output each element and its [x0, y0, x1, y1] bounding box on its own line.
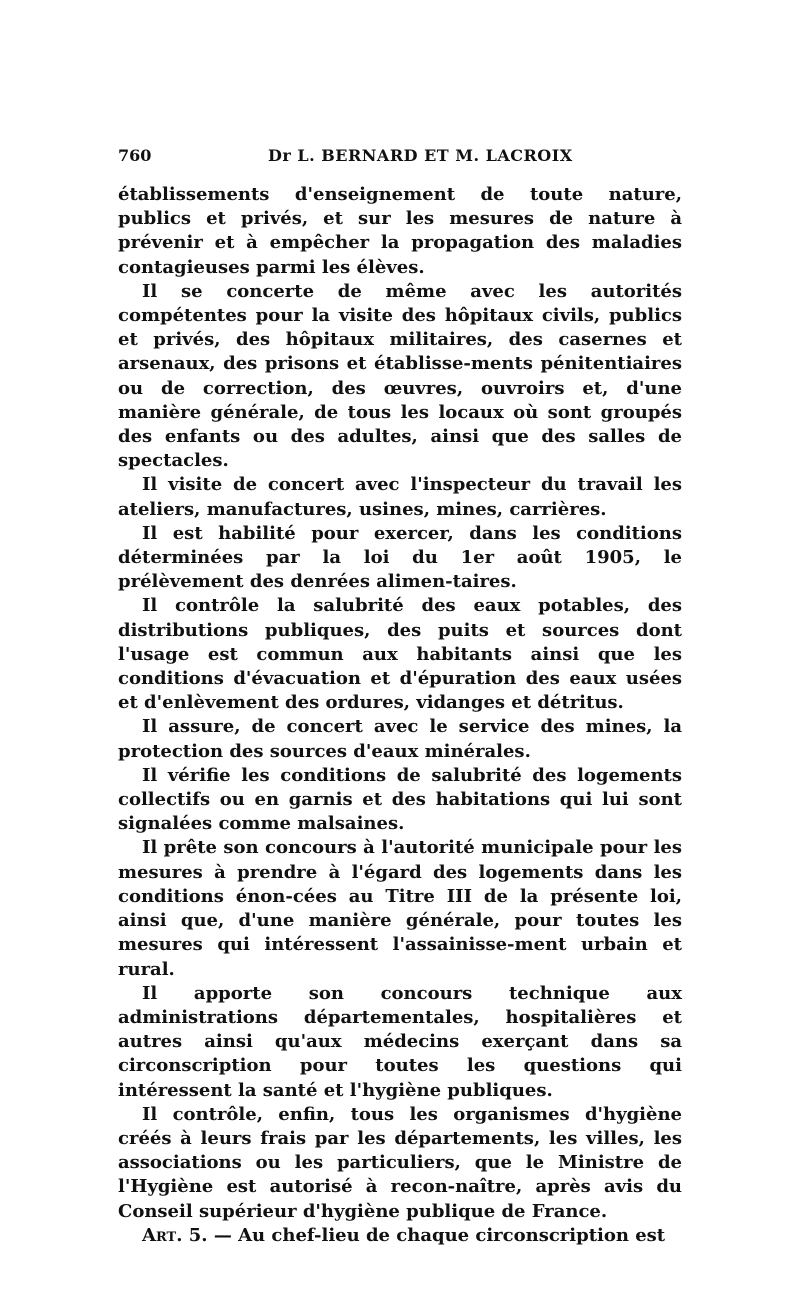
paragraph: Il contrôle, enfin, tous les organismes d'hygiène créés à leurs frais par les départements, les villes, les associations ou les particuliers, que le Ministre de l'Hygiène est autorisé à recon-naître, après avis du Conseil supérieur d'hygiène publique de France. [118, 1103, 682, 1222]
page-number: 760 [118, 146, 152, 165]
paragraph: Il visite de concert avec l'inspecteur du travail les ateliers, manufactures, usines, mines, carrières. [118, 474, 682, 520]
paragraph: établissements d'enseignement de toute nature, publics et privés, et sur les mesures de nature à prévenir et à empêcher la propagation des maladies contagieuses parmi les élèves. [118, 184, 682, 278]
paragraph: Il vérifie les conditions de salubrité des logements collectifs ou en garnis et des habitations qui lui sont signalées comme malsaines. [118, 764, 682, 835]
paragraph: Il se concerte de même avec les autorités compétentes pour la visite des hôpitaux civils, publics et privés, des hôpitaux militaires, des casernes et arsenaux, des prisons et établisse-ments pénitentiaires ou de correction, des œuvres, ouvroirs et, d'une manière générale, de tous les locaux où sont groupés des enfants ou des adultes, ainsi que des salles de spectacles. [118, 280, 682, 472]
article-paragraph [118, 1224, 682, 1248]
body-text [118, 183, 682, 1248]
article-label: Art. 5. [142, 1224, 208, 1246]
paragraph: Il contrôle la salubrité des eaux potables, des distributions publiques, des puits et sources dont l'usage est commun aux habitants ainsi que les conditions d'évacuation et d'épuration des eaux usées et d'enlèvement des ordures, vidanges et détritus. [118, 595, 682, 714]
running-head [118, 146, 682, 170]
running-title: Dr L. BERNARD ET M. LACROIX [268, 146, 573, 165]
paragraph: Il assure, de concert avec le service des mines, la protection des sources d'eaux minérales. [118, 716, 682, 762]
article-text: — Au chef-lieu de chaque circonscription est [213, 1224, 666, 1246]
paragraph: Il apporte son concours technique aux administrations départementales, hospitalières et autres ainsi qu'aux médecins exerçant dans sa circonscription pour toutes les questions qui intéressent la santé et l'hygiène publiques. [118, 982, 682, 1101]
paragraph: Il prête son concours à l'autorité municipale pour les mesures à prendre à l'égard des logements dans les conditions énon-cées au Titre III de la présente loi, ainsi que, d'une manière générale, pour toutes les mesures qui intéressent l'assainisse-ment urbain et rural. [118, 837, 682, 980]
paragraph: Il est habilité pour exercer, dans les conditions déterminées par la loi du 1er août 1905, le prélèvement des denrées alimen-taires. [118, 522, 682, 593]
